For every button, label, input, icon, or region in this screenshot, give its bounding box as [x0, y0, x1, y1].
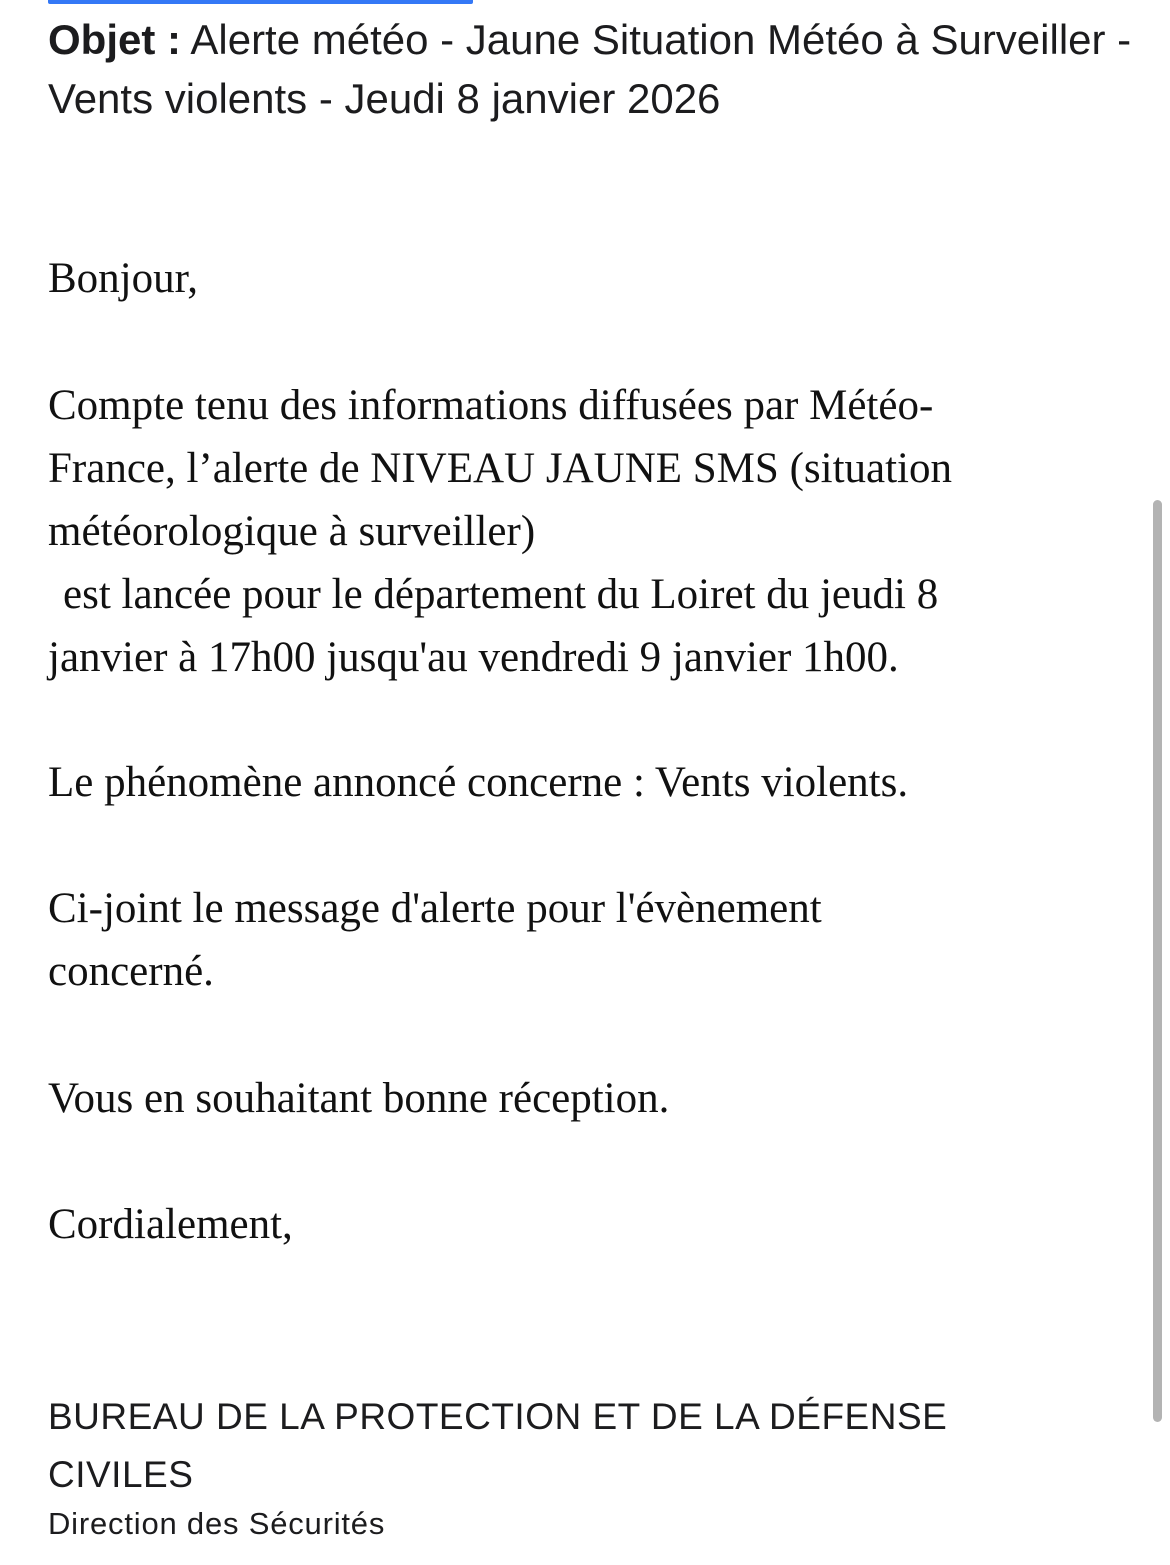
email-subject	[48, 10, 1138, 128]
intro-line: France, l’alerte de NIVEAU JAUNE SMS (situation	[48, 445, 953, 492]
signature-direction: Direction des Sécurités	[48, 1506, 386, 1541]
subject-text: Alerte météo - Jaune Situation Météo à Surveiller - Vents violents - Jeudi 8 janvier 2026	[48, 16, 1132, 122]
subject-label: Objet :	[48, 16, 181, 63]
intro-line: Compte tenu des informations diffusées par Météo-	[48, 382, 934, 429]
alert-intro-paragraph	[48, 374, 1138, 689]
attachment-paragraph	[48, 877, 1138, 1003]
signature-office-line: CIVILES	[48, 1454, 194, 1495]
intro-line: est lancée pour le département du Loiret du jeudi 8	[63, 571, 939, 618]
sender-email-link[interactable]	[48, 0, 473, 4]
phenomenon-paragraph: Le phénomène annoncé concerne : Vents violents.	[48, 759, 909, 806]
greeting-paragraph: Bonjour,	[48, 255, 198, 302]
intro-line: janvier à 17h00 jusqu'au vendredi 9 janvier 1h00.	[48, 634, 899, 681]
signature-office	[48, 1388, 1138, 1504]
attachment-line: concerné.	[48, 948, 214, 995]
closing-paragraph: Cordialement,	[48, 1201, 293, 1248]
vertical-scrollbar[interactable]	[1153, 500, 1162, 1422]
attachment-line: Ci-joint le message d'alerte pour l'évènement	[48, 885, 822, 932]
intro-line: météorologique à surveiller)	[48, 508, 536, 555]
signature-office-line: BUREAU DE LA PROTECTION ET DE LA DÉFENSE	[48, 1396, 948, 1437]
regards-paragraph: Vous en souhaitant bonne réception.	[48, 1075, 670, 1122]
signature-block	[48, 1388, 1138, 1544]
